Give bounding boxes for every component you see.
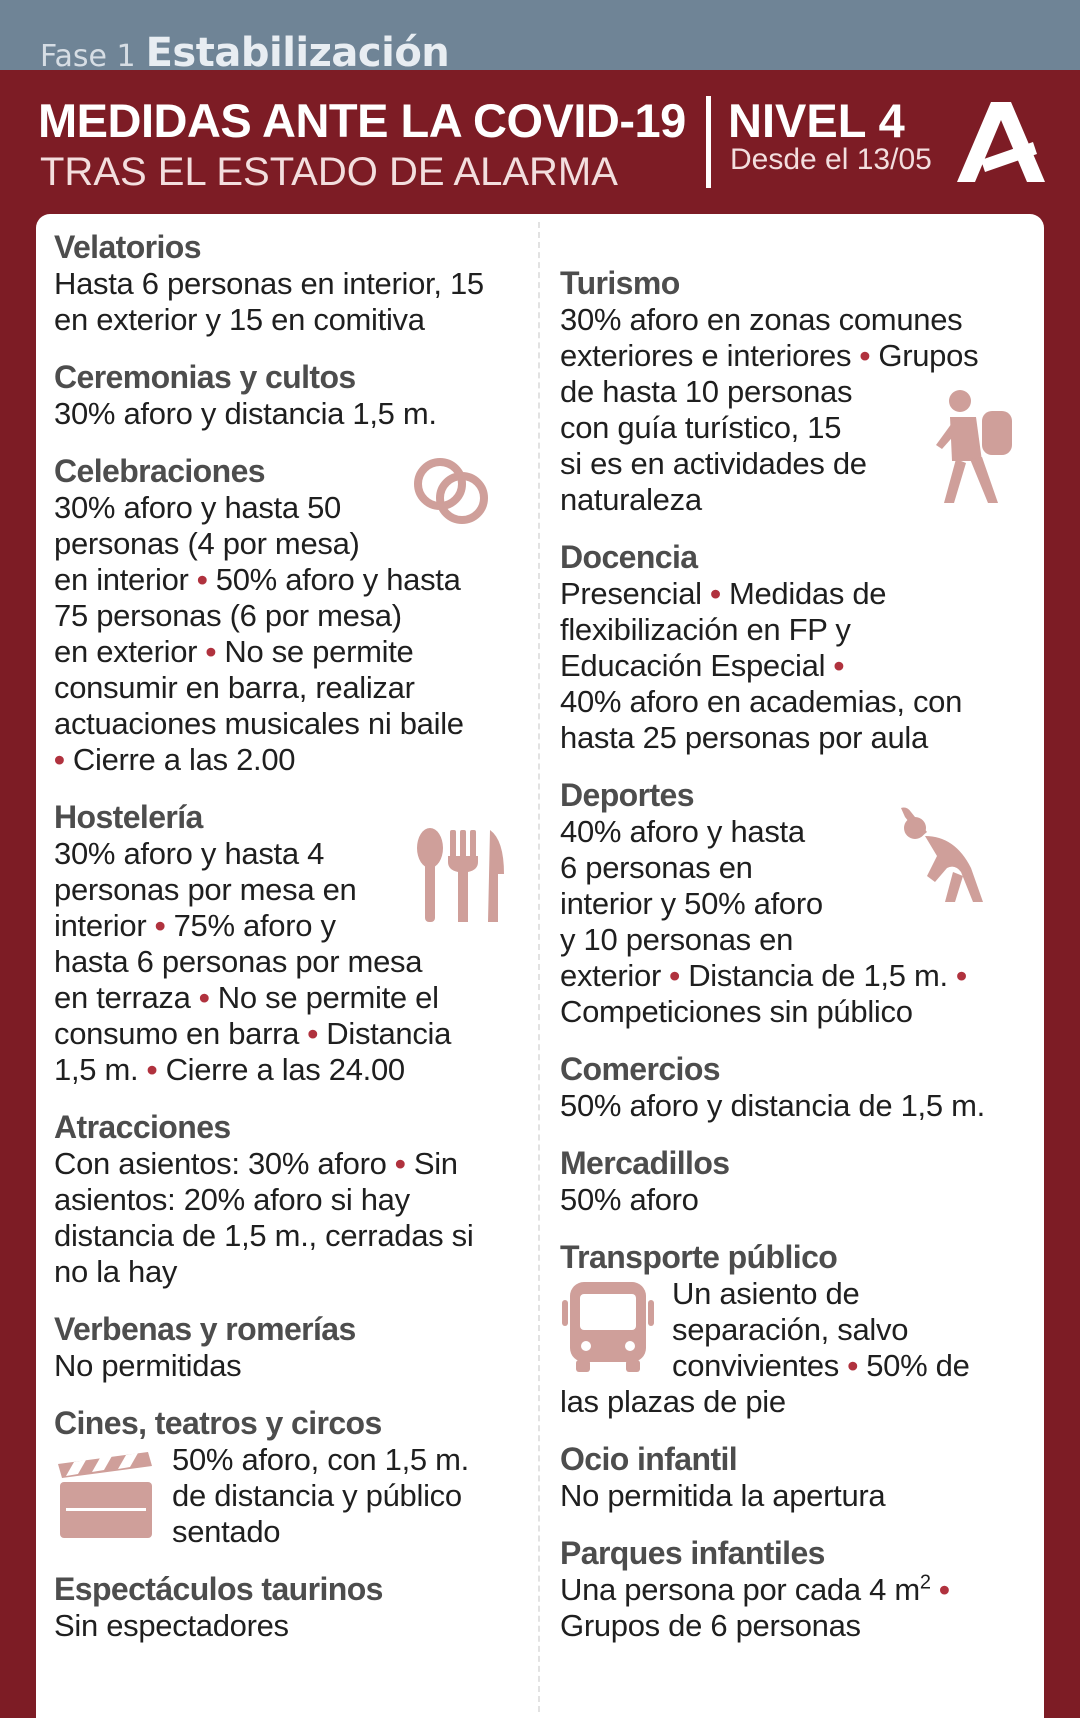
text-part: Sin [413,1146,458,1181]
text-part: Con asientos: 30% aforo [54,1146,387,1181]
section-title: Ocio infantil [560,1441,738,1477]
text-line: distancia de 1,5 m., cerradas si [54,1218,474,1253]
section-comercios [560,1050,1030,1124]
section-text [560,1572,1030,1644]
text-line [54,562,524,598]
text-line: flexibilización en FP y [560,612,851,647]
bullet-dot: • [54,742,65,777]
section-taurinos [54,1570,524,1644]
text-line: consumir en barra, realizar [54,670,415,705]
text-line: No permitidas [54,1348,242,1383]
section-title: Deportes [560,777,694,813]
text-line: naturaleza [560,482,702,517]
section-hosteleria [54,798,524,1088]
section-text [54,1608,524,1644]
header-divider [706,96,711,188]
text-line: No permitida la apertura [560,1478,886,1513]
section-title: Parques infantiles [560,1535,825,1571]
phase-number: Fase 1 [40,39,136,74]
text-line: 75 personas (6 por mesa) [54,598,402,633]
text-line [54,980,524,1016]
section-title: Mercadillos [560,1145,730,1181]
section-title: Hostelería [54,799,203,835]
text-line: 30% aforo en zonas comunes [560,302,963,337]
section-text [54,1348,524,1384]
text-line: sentado [172,1514,281,1549]
bullet-dot: • [710,576,721,611]
text-line [560,958,1030,994]
section-verbenas [54,1310,524,1384]
section-title: Velatorios [54,229,201,265]
section-title: Docencia [560,539,698,575]
text-line: y 10 personas en [560,922,794,957]
text-line: 30% aforo y hasta 50 [54,490,341,525]
section-title: Cines, teatros y circos [54,1405,382,1441]
text-part: en exterior [54,634,198,669]
text-line: Grupos de 6 personas [560,1608,861,1643]
text-line: en exterior y 15 en comitiva [54,302,425,337]
text-line: asientos: 20% aforo si hay [54,1182,410,1217]
text-line: 40% aforo en academias, con [560,684,963,719]
right-column [560,264,1030,1664]
text-part: Cierre a las 2.00 [72,742,296,777]
text-part: 50% de [866,1348,970,1383]
text-part: interior [54,908,147,943]
text-line [54,1052,524,1088]
text-part: en terraza [54,980,191,1015]
section-velatorios [54,228,524,338]
section-title: Verbenas y romerías [54,1311,356,1347]
section-text [560,576,1030,756]
text-part: Una persona por cada 4 m [560,1572,920,1607]
bullet-dot: • [939,1572,950,1607]
section-title: Transporte público [560,1239,838,1275]
text-line: separación, salvo [672,1312,909,1347]
section-text [54,1146,524,1290]
text-part: No se permite el [217,980,439,1015]
text-line: interior y 50% aforo [560,886,823,921]
section-celebraciones [54,452,524,778]
text-line [54,634,524,670]
text-part: Medidas de [728,576,887,611]
bullet-dot: • [154,908,166,943]
superscript: 2 [919,1571,931,1594]
text-line: Hasta 6 personas en interior, 15 [54,266,484,301]
text-part: Distancia [326,1016,452,1051]
text-part: Educación Especial [560,648,826,683]
text-line: hasta 25 personas por aula [560,720,928,755]
text-part: 75% aforo y [173,908,336,943]
section-cines [54,1404,524,1550]
page-title: MEDIDAS ANTE LA COVID-19 [38,94,686,147]
text-part: exterior [560,958,661,993]
text-line: 50% aforo [560,1182,699,1217]
text-line: con guía turístico, 15 [560,410,842,445]
text-line: 30% aforo y hasta 4 [54,836,325,871]
text-line: si es en actividades de [560,446,867,481]
text-line [560,648,1030,684]
text-part: exteriores e interiores [560,338,852,373]
section-turismo [560,264,1030,518]
text-line: Un asiento de [672,1276,860,1311]
section-text [54,396,524,432]
page-subtitle: TRAS EL ESTADO DE ALARMA [40,150,618,194]
bullet-dot: • [394,1146,406,1181]
section-transporte [560,1238,1030,1420]
text-line: no la hay [54,1254,178,1289]
text-line: 30% aforo y distancia 1,5 m. [54,396,437,431]
text-line: 50% aforo, con 1,5 m. [172,1442,469,1477]
text-part: 1,5 m. [54,1052,139,1087]
bullet-dot: • [198,980,210,1015]
text-line [560,338,1030,374]
bullet-dot: • [146,1052,158,1087]
bullet-dot: • [859,338,871,373]
section-title: Espectáculos taurinos [54,1571,383,1607]
text-line [54,1016,524,1052]
text-line: personas por mesa en [54,872,357,907]
section-text [54,266,524,338]
column-divider [538,222,540,1712]
section-title: Atracciones [54,1109,231,1145]
section-text [560,1182,1030,1218]
section-title: Turismo [560,265,680,301]
bullet-dot: • [196,562,208,597]
bullet-dot: • [307,1016,318,1051]
text-line: Sin espectadores [54,1608,289,1643]
bullet-dot: • [669,958,680,993]
section-text [54,490,524,778]
text-part: Distancia de 1,5 m. [688,958,948,993]
left-column [54,228,524,1664]
text-line: hasta 6 personas por mesa [54,944,423,979]
text-part: Cierre a las 24.00 [165,1052,405,1087]
bus-icon [560,1280,656,1374]
clapperboard-icon [56,1450,156,1540]
section-deportes [560,776,1030,1030]
text-line: 40% aforo y hasta [560,814,805,849]
text-part: en interior [54,562,189,597]
text-line: actuaciones musicales ni baile [54,706,464,741]
section-text [560,1478,1030,1514]
section-parques [560,1534,1030,1644]
bullet-dot: • [833,648,845,683]
text-line: las plazas de pie [560,1384,786,1419]
section-mercadillos [560,1144,1030,1218]
section-docencia [560,538,1030,756]
hiker-icon [930,389,1018,507]
phase-name: Estabilización [145,30,450,76]
text-line [560,576,1030,612]
text-line [54,1146,524,1182]
bullet-dot: • [205,634,217,669]
text-part: 50% aforo y hasta [215,562,461,597]
rings-icon [410,452,494,528]
text-part: convivientes [672,1348,839,1383]
cutlery-icon [414,828,506,924]
exercise-icon [895,806,995,906]
bullet-dot: • [956,958,967,993]
text-line: personas (4 por mesa) [54,526,360,561]
text-line: Competiciones sin público [560,994,913,1029]
text-part: consumo en barra [54,1016,300,1051]
section-atracciones [54,1108,524,1290]
text-line: de hasta 10 personas [560,374,853,409]
text-line [54,742,524,778]
text-part: No se permite [224,634,414,669]
section-title: Comercios [560,1051,720,1087]
section-text [560,1088,1030,1124]
text-line: 50% aforo y distancia de 1,5 m. [560,1088,985,1123]
text-line: 6 personas en [560,850,753,885]
level-label: NIVEL 4 [728,94,905,147]
text-line [560,1572,1030,1608]
text-part: Grupos [878,338,979,373]
section-title: Ceremonias y cultos [54,359,356,395]
text-line: de distancia y público [172,1478,462,1513]
phase-label [40,30,449,76]
text-part: Presencial [560,576,702,611]
section-ocio [560,1440,1030,1514]
section-title: Celebraciones [54,453,265,489]
section-ceremonias [54,358,524,432]
junta-logo-icon [955,98,1047,184]
since-date: Desde el 13/05 [730,143,932,176]
bullet-dot: • [847,1348,858,1383]
